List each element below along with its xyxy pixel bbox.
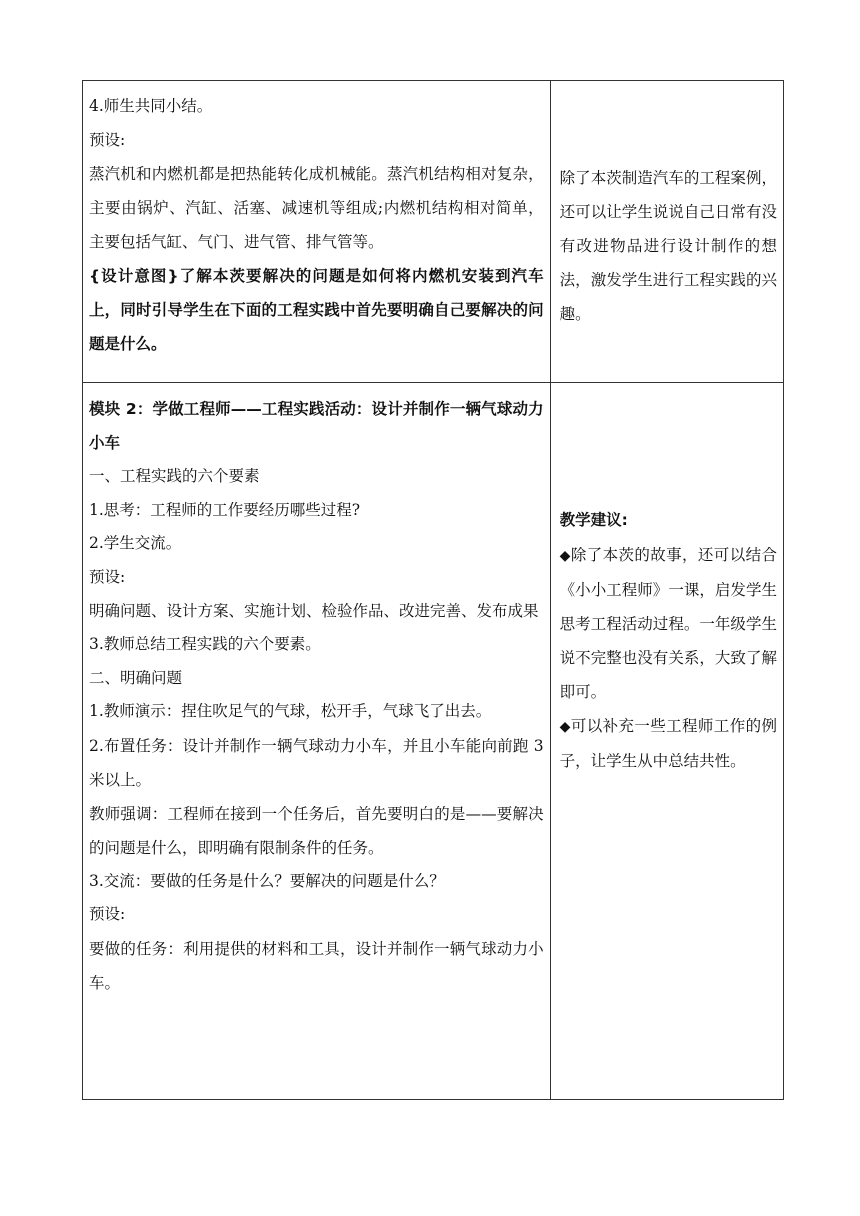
section-2-task: 要做的任务：利用提供的材料和工具，设计并制作一辆气球动力小车。 xyxy=(89,939,544,992)
suggestion-text: 可以补充一些工程师工作的例子，让学生从中总结共性。 xyxy=(559,716,777,770)
diamond-bullet-icon: ◆ xyxy=(559,547,571,564)
right-cell xyxy=(550,383,783,1100)
teaching-suggestion-title: 教学建议: xyxy=(559,511,628,529)
section-2-item-1: 1.教师演示：捏住吹足气的气球，松开手，气球飞了出去。 xyxy=(89,702,492,720)
left-cell xyxy=(83,383,551,1100)
design-intent-paragraph: {设计意图}了解本茨要解决的问题是如何将内燃机安装到汽车上，同时引导学生在下面的工程实践中首先要明确自己要解决的问题是什么。 xyxy=(89,267,544,353)
section-1-item-1: 1.思考：工程师的工作要经历哪些过程? xyxy=(89,500,361,519)
section-1-preset-text: 明确问题、设计方案、实施计划、检验作品、改进完善、发布成果 xyxy=(89,602,539,620)
teacher-note: 除了本茨制造汽车的工程案例，还可以让学生说说自己日常有没有改进物品进行设计制作的想法，激发学生进行工程实践的兴趣。 xyxy=(559,169,777,323)
section-2-item-3: 3.交流：要做的任务是什么？要解决的问题是什么？ xyxy=(89,871,445,890)
lesson-plan-table xyxy=(82,80,784,1100)
left-cell xyxy=(83,81,551,383)
preset-label: 预设: xyxy=(89,130,126,149)
section-1-title: 一、工程实践的六个要素 xyxy=(89,467,260,485)
step-4-text: 4.师生共同小结。 xyxy=(89,97,213,115)
section-2-title: 二、明确问题 xyxy=(89,668,183,687)
diamond-bullet-icon: ◆ xyxy=(559,718,571,735)
section-2-emphasis: 教师强调：工程师在接到一个任务后，首先要明白的是——要解决的问题是什么，即明确有限制条件的任务。 xyxy=(89,804,544,857)
module-title: 模块 2：学做工程师——工程实践活动：设计并制作一辆气球动力小车 xyxy=(89,400,544,452)
right-cell xyxy=(550,81,783,383)
suggestion-item xyxy=(560,709,777,778)
section-2-preset-label: 预设: xyxy=(89,905,126,923)
suggestion-text: 除了本茨的故事，还可以结合《小小工程师》一课，启发学生思考工程活动过程。一年级学生说不完整也没有关系，大致了解即可。 xyxy=(559,545,777,701)
section-1-item-3: 3.教师总结工程实践的六个要素。 xyxy=(89,635,321,653)
section-1-item-2: 2.学生交流。 xyxy=(89,534,182,552)
section-1-preset-label: 预设: xyxy=(89,567,126,586)
table-row xyxy=(83,81,784,383)
section-2-item-2: 2.布置任务：设计并制作一辆气球动力小车，并且小车能向前跑 3 米以上。 xyxy=(89,736,544,789)
table-row xyxy=(83,383,784,1100)
suggestion-item xyxy=(560,538,777,709)
preset-paragraph: 蒸汽机和内燃机都是把热能转化成机械能。蒸汽机结构相对复杂，主要由锅炉、汽缸、活塞、减速机等组成;内燃机结构相对简单，主要包括气缸、气门、进气管、排气管等。 xyxy=(89,165,544,251)
